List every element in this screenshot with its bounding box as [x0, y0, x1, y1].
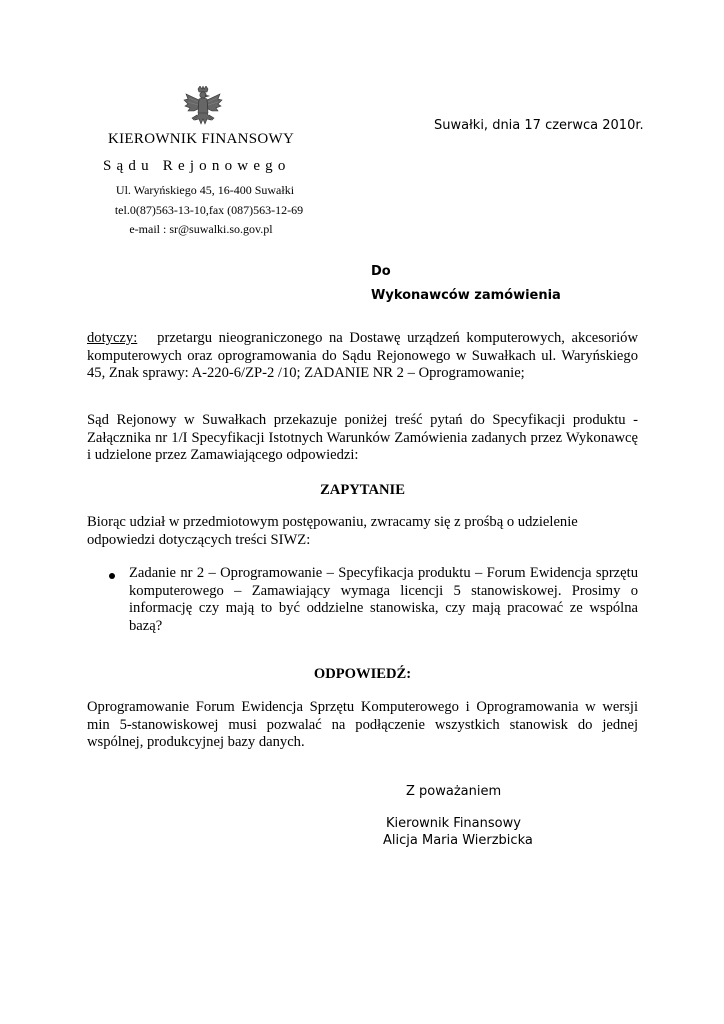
question-lead-line2: odpowiedzi dotyczących treści SIWZ:: [87, 532, 311, 548]
bullet-dot: [109, 573, 115, 579]
recipient-to-name: Wykonawców zamówienia: [371, 288, 561, 303]
intro-paragraph: Sąd Rejonowy w Suwałkach przekazuje poniżej treść pytań do Specyfikacji produktu - Załącznika nr 1/I Specyfikacji Istotnych Warunków Zamówienia zadanych przez Wykonawcę i udzielone przez Zamawiającego odpowiedzi:: [87, 412, 638, 463]
question-lead-line1: Biorąc udział w przedmiotowym postępowaniu, zwracamy się z prośbą o udzielenie: [87, 514, 578, 530]
sender-address: Ul. Waryńskiego 45, 16-400 Suwałki: [115, 183, 295, 197]
signature-closing: Z poważaniem: [406, 784, 502, 799]
place-date: Suwałki, dnia 17 czerwca 2010r.: [434, 118, 644, 133]
sender-phone-fax: tel.0(87)563-13-10,fax (087)563-12-69: [114, 203, 304, 217]
subject-label: dotyczy:: [87, 330, 138, 346]
recipient-to-label: Do: [371, 264, 391, 279]
signature-role: Kierownik Finansowy: [386, 816, 521, 831]
question-bullet: Zadanie nr 2 – Oprogramowanie – Specyfikacja produktu – Forum Ewidencja sprzętu komputerowego – Zamawiający wymaga licencji 5 stanowiskowej. Prosimy o informację czy mają to być oddzielne stanowiska, czy mają pracować ze wspólna bazą?: [129, 565, 638, 634]
answer-heading: ODPOWIEDŹ:: [313, 666, 412, 682]
signature-name: Alicja Maria Wierzbicka: [383, 833, 533, 848]
subject-text: przetargu nieograniczonego na Dostawę urządzeń komputerowych, akcesoriów komputerowych oraz oprogramowania do Sądu Rejonowego w Suwałkach ul. Waryńskiego 45, Znak sprawy: A-220-6/ZP-2 /10; ZADANIE NR 2 – Oprogramowanie;: [87, 330, 638, 381]
polish-eagle-emblem: [183, 86, 223, 132]
question-heading: ZAPYTANIE: [320, 482, 405, 498]
sender-court: Sądu Rejonowego: [103, 158, 291, 174]
subject-paragraph: [87, 330, 638, 383]
sender-email: e-mail : sr@suwalki.so.gov.pl: [129, 222, 273, 236]
answer-text: Oprogramowanie Forum Ewidencja Sprzętu Komputerowego i Oprogramowania w wersji min 5-stanowiskowej musi pozwalać na podłączenie wszystkich stanowisk do jednej wspólnej, produkcyjnej bazy danych.: [87, 699, 638, 750]
sender-title: KIEROWNIK FINANSOWY: [108, 131, 295, 147]
